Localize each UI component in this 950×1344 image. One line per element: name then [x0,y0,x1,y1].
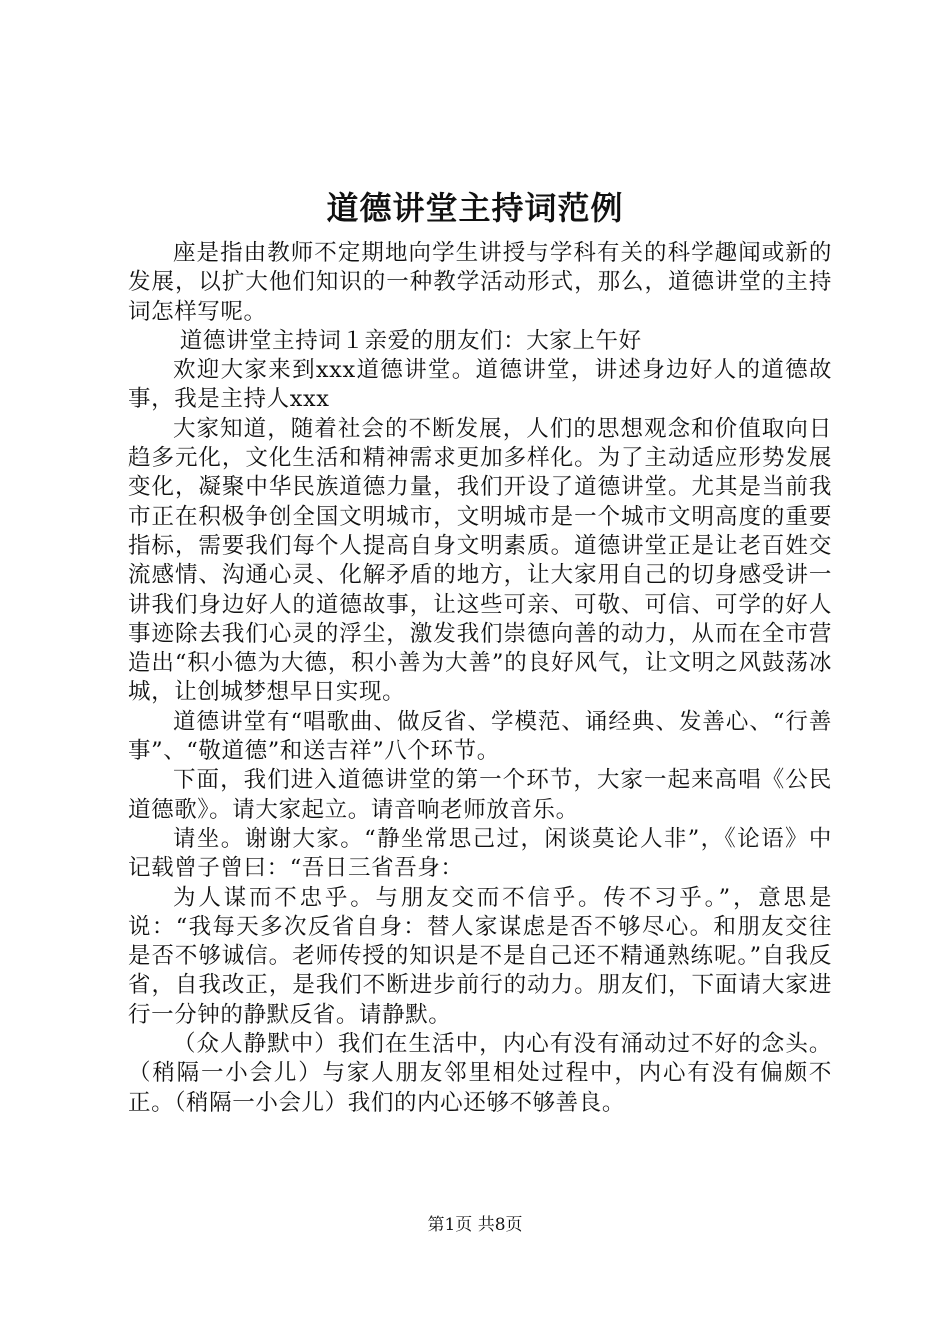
paragraph: 请坐。谢谢大家。“静坐常思己过，闲谈莫论人非”，《论语》中记载曾子曾曰：“吾日三省吾身： [128,825,832,882]
document-body [128,239,832,1118]
page-title: 道德讲堂主持词范例 [326,189,624,227]
page-number-footer: 第1页 共8页 [427,1215,523,1235]
paragraph: （众人静默中）我们在生活中，内心有没有涌动过不好的念头。（稍隔一小会儿）与家人朋友邻里相处过程中，内心有没有偏颇不正。（稍隔一小会儿）我们的内心还够不够善良。 [128,1031,832,1116]
paragraph: 道德讲堂有“唱歌曲、做反省、学模范、诵经典、发善心、“行善事”、“敬道德”和送吉祥”八个环节。 [128,708,832,765]
paragraph: 欢迎大家来到xxx道德讲堂。道德讲堂，讲述身边好人的道德故事，我是主持人xxx [128,357,832,413]
paragraph: 道德讲堂主持词１亲爱的朋友们：大家上午好 [179,327,642,354]
paragraph: 座是指由教师不定期地向学生讲授与学科有关的科学趣闻或新的发展，以扩大他们知识的一种教学活动形式，那么，道德讲堂的主持词怎样写呢。 [128,240,832,325]
paragraph: 为人谋而不忠乎。与朋友交而不信乎。传不习乎。”，意思是说：“我每天多次反省自身：替人家谋虑是否不够尽心。和朋友交往是否不够诚信。老师传授的知识是不是自己还不精通熟练呢。”自我反省，自我改正，是我们不断进步前行的动力。朋友们，下面请大家进行一分钟的静默反省。请静默。 [128,884,832,1028]
paragraph: 下面，我们进入道德讲堂的第一个环节，大家一起来高唱《公民道德歌》。请大家起立。请音响老师放音乐。 [128,767,832,823]
paragraph: 大家知道，随着社会的不断发展，人们的思想观念和价值取向日趋多元化，文化生活和精神需求更加多样化。为了主动适应形势发展变化，凝聚中华民族道德力量，我们开设了道德讲堂。尤其是当前我市正在积极争创全国文明城市，文明城市是一个城市文明高度的重要指标，需要我们每个人提高自身文明素质。道德讲堂正是让老百姓交流感情、沟通心灵、化解矛盾的地方，让大家用自己的切身感受讲一讲我们身边好人的道德故事，让这些可亲、可敬、可信、可学的好人事迹除去我们心灵的浮尘，激发我们崇德向善的动力，从而在全市营造出“积小德为大德，积小善为大善”的良好风气，让文明之风鼓荡冰城，让创城梦想早日实现。 [128,415,832,706]
